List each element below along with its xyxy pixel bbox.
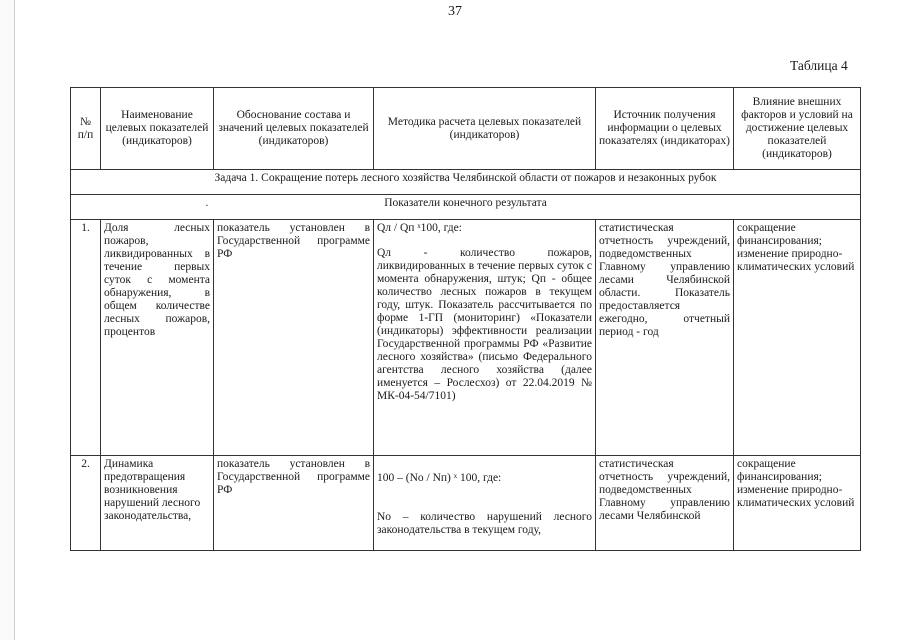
row-number: 2. [71,456,101,551]
table-row [71,456,861,551]
header-basis: Обоснование состава и значений целевых показателей (индикаторов) [214,88,374,170]
task-title: Задача 1. Сокращение потерь лесного хозяйства Челябинской области от пожаров и незаконных рубок [71,170,861,195]
indicator-influence-text: сокращение финансирования; изменение природно-климатических условий [737,458,855,509]
indicators-table [70,87,861,551]
indicator-method: Nо – количество нарушений лесного законодательства в текущем году, [377,511,592,536]
table-row [71,220,861,456]
indicator-influence [734,456,861,551]
indicator-formula: 100 – (Nо / Nп) ˣ 100, где: [377,472,502,484]
indicator-source [596,456,734,551]
section-row [71,195,861,220]
indicator-method-cell [374,456,596,551]
section-marker: . [205,197,209,209]
task-row [71,170,861,195]
indicator-name: Доля лесных пожаров, ликвидированных в течение первых суток с момента обнаружения, в общем количестве лесных пожаров, процентов [101,220,214,456]
section-title: Показатели конечного результата [384,197,547,209]
page-margin-strip [0,0,15,640]
header-source: Источник получения информации о целевых показателях (индикаторах) [596,88,734,170]
indicator-influence: сокращение финансирования; изменение природно-климатических условий [734,220,861,456]
header-influence: Влияние внешних факторов и условий на достижение целевых показателей (индикаторов) [734,88,861,170]
indicator-method: Qл - количество пожаров, ликвидированных в течение первых суток с момента обнаружения, штук; Qп - общее количество лесных пожаров в текущем году, штук. Показатель рассчитывается по форме 1-ГП (мониторинг) «Показатели (индикаторы) эффективности реализации Государственной программы РФ «Развитие лесного хозяйства» (письмо Федерального агентства лесного хозяйства (далее именуется – Рослесхоз) от 22.04.2019 № МК-04-54/7101) [377,247,592,402]
header-num: № п/п [71,88,101,170]
header-name: Наименование целевых показателей (индикаторов) [101,88,214,170]
section-cell [71,195,861,220]
indicator-source-text: статистическая отчетность учреждений, подведомственных Главному управлению лесами Челябинской [599,458,730,522]
indicator-formula: Qл / Qп ˣ100, где: [377,222,462,234]
table-label: Таблица 4 [790,58,848,73]
indicator-basis: показатель установлен в Государственной программе РФ [214,220,374,456]
row-number: 1. [71,220,101,456]
indicator-method-cell [374,220,596,456]
page-number: 37 [448,4,462,19]
indicator-source: статистическая отчетность учреждений, подведомственных Главному управлению лесами Челябинской области. Показатель предоставляется ежегодно, отчетный период - год [596,220,734,456]
indicator-basis: показатель установлен в Государственной программе РФ [214,456,374,551]
header-method: Методика расчета целевых показателей (индикаторов) [374,88,596,170]
table-header-row [71,88,861,170]
indicator-name [101,456,214,551]
indicator-name-text: Динамика предотвращения возникновения нарушений лесного законодательства, [104,458,201,522]
